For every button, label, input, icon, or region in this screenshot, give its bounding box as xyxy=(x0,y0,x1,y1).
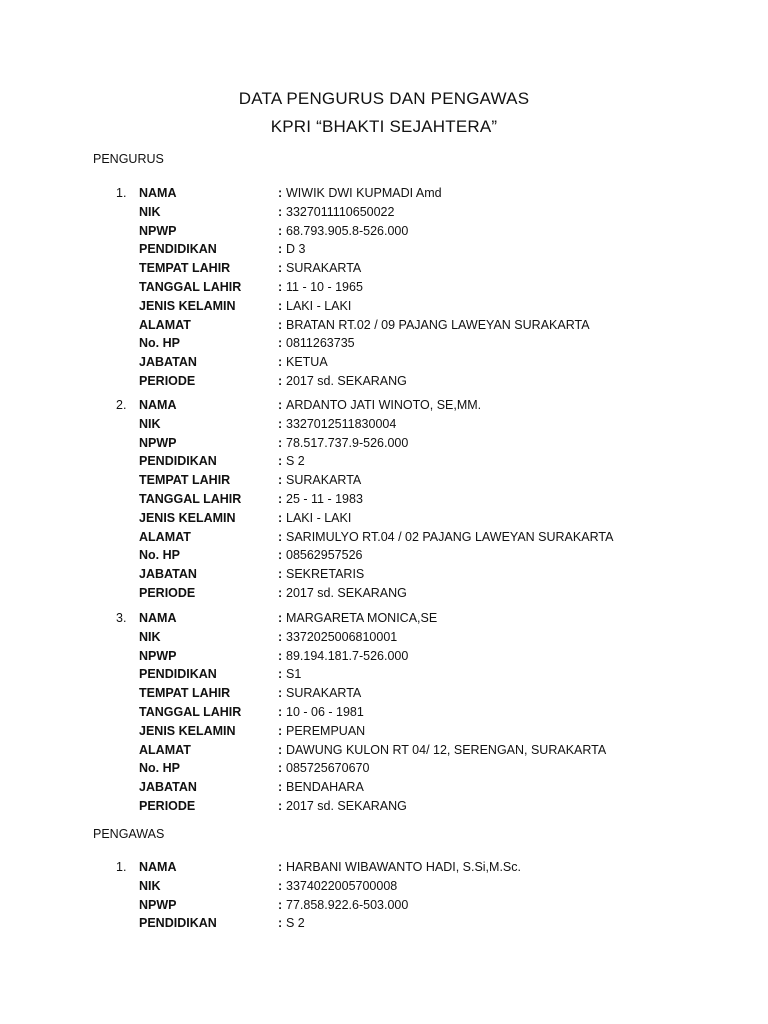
field-label: JABATAN xyxy=(139,567,197,582)
field-label: PENDIDIKAN xyxy=(139,916,217,931)
field-separator: : xyxy=(278,629,283,644)
field-label: TANGGAL LAHIR xyxy=(139,280,242,294)
field-separator: : xyxy=(278,223,283,238)
record-row xyxy=(0,396,768,415)
field-label: NPWP xyxy=(139,648,177,663)
record-row xyxy=(0,297,768,316)
record-row xyxy=(0,858,768,877)
field-separator: : xyxy=(278,860,283,874)
field-separator: : xyxy=(278,742,283,757)
field-label: NIK xyxy=(139,629,161,644)
field-label: JENIS KELAMIN xyxy=(139,723,236,738)
section-heading: PENGURUS xyxy=(93,152,164,166)
field-value: 68.793.905.8-526.000 xyxy=(286,223,409,238)
field-separator: : xyxy=(278,336,283,351)
field-label: PENDIDIKAN xyxy=(139,667,217,682)
record-row xyxy=(0,877,768,896)
field-value: 2017 sd. SEKARANG xyxy=(286,586,407,600)
field-label: TANGGAL LAHIR xyxy=(139,705,242,719)
field-value: D 3 xyxy=(286,242,306,257)
record-row xyxy=(0,741,768,760)
field-separator: : xyxy=(278,317,283,332)
record-row xyxy=(0,490,768,509)
field-label: No. HP xyxy=(139,548,180,563)
field-separator: : xyxy=(278,473,283,488)
field-separator: : xyxy=(278,204,283,219)
field-separator: : xyxy=(278,586,283,600)
field-label: NPWP xyxy=(139,897,177,912)
record-row xyxy=(0,259,768,278)
field-label: NIK xyxy=(139,878,161,893)
field-separator: : xyxy=(278,648,283,663)
field-separator: : xyxy=(278,242,283,257)
record-row xyxy=(0,584,768,603)
field-value: 11 - 10 - 1965 xyxy=(286,280,363,294)
field-value: S 2 xyxy=(286,916,305,931)
field-label: PERIODE xyxy=(139,799,196,813)
record-row xyxy=(0,353,768,372)
record-row xyxy=(0,665,768,684)
field-separator: : xyxy=(278,799,283,813)
field-value: DAWUNG KULON RT 04/ 12, SERENGAN, SURAKARTA xyxy=(286,742,607,757)
field-value: ARDANTO JATI WINOTO, SE,MM. xyxy=(286,398,482,412)
field-label: NAMA xyxy=(139,186,177,200)
field-label: ALAMAT xyxy=(139,529,191,544)
field-value: LAKI - LAKI xyxy=(286,298,352,313)
field-separator: : xyxy=(278,398,283,412)
field-separator: : xyxy=(278,416,283,431)
field-label: JABATAN xyxy=(139,780,197,795)
field-label: JENIS KELAMIN xyxy=(139,510,236,525)
field-value: 25 - 11 - 1983 xyxy=(286,492,363,506)
field-separator: : xyxy=(278,705,283,719)
field-value: 78.517.737.9-526.000 xyxy=(286,435,409,450)
record-row xyxy=(0,415,768,434)
field-separator: : xyxy=(278,897,283,912)
field-label: PERIODE xyxy=(139,586,196,600)
field-label: NAMA xyxy=(139,860,177,874)
record-row xyxy=(0,222,768,241)
record-row xyxy=(0,240,768,259)
field-label: NAMA xyxy=(139,611,177,625)
field-label: NAMA xyxy=(139,398,177,412)
field-value: SEKRETARIS xyxy=(286,567,365,582)
field-label: ALAMAT xyxy=(139,317,191,332)
record-row xyxy=(0,759,768,778)
member-number: 2. xyxy=(116,398,127,412)
field-value: BENDAHARA xyxy=(286,780,364,795)
record-row xyxy=(0,684,768,703)
record-row xyxy=(0,546,768,565)
field-separator: : xyxy=(278,280,283,294)
record-row xyxy=(0,471,768,490)
field-value: 085725670670 xyxy=(286,761,370,776)
field-value: S 2 xyxy=(286,454,305,469)
document-subtitle: KPRI “BHAKTI SEJAHTERA” xyxy=(270,117,498,136)
record-row xyxy=(0,778,768,797)
field-value: HARBANI WIBAWANTO HADI, S.Si,M.Sc. xyxy=(286,860,521,874)
field-label: PENDIDIKAN xyxy=(139,242,217,257)
field-separator: : xyxy=(278,916,283,931)
record-row xyxy=(0,203,768,222)
field-separator: : xyxy=(278,548,283,563)
record-row xyxy=(0,647,768,666)
field-label: JENIS KELAMIN xyxy=(139,298,236,313)
field-label: PERIODE xyxy=(139,374,196,388)
field-separator: : xyxy=(278,374,283,388)
field-label: NPWP xyxy=(139,223,177,238)
field-separator: : xyxy=(278,492,283,506)
field-label: No. HP xyxy=(139,761,180,776)
field-separator: : xyxy=(278,667,283,682)
field-label: NPWP xyxy=(139,435,177,450)
record-row xyxy=(0,184,768,203)
field-label: TEMPAT LAHIR xyxy=(139,473,231,488)
field-separator: : xyxy=(278,878,283,893)
field-value: SARIMULYO RT.04 / 02 PAJANG LAWEYAN SURAKARTA xyxy=(286,529,614,544)
field-value: SURAKARTA xyxy=(286,261,362,276)
record-row xyxy=(0,722,768,741)
document-title: DATA PENGURUS DAN PENGAWAS xyxy=(238,89,530,108)
member-number: 3. xyxy=(116,611,127,625)
field-value: SURAKARTA xyxy=(286,686,362,701)
field-separator: : xyxy=(278,686,283,701)
record-row xyxy=(0,434,768,453)
field-value: SURAKARTA xyxy=(286,473,362,488)
field-value: 3327012511830004 xyxy=(286,416,397,431)
field-label: NIK xyxy=(139,204,161,219)
record-row xyxy=(0,278,768,297)
field-label: NIK xyxy=(139,416,161,431)
field-value: 3372025006810001 xyxy=(286,629,398,644)
field-label: ALAMAT xyxy=(139,742,191,757)
field-separator: : xyxy=(278,611,283,625)
member-number: 1. xyxy=(116,860,127,874)
field-value: 3374022005700008 xyxy=(286,878,398,893)
field-value: 08562957526 xyxy=(286,548,363,563)
record-row xyxy=(0,509,768,528)
record-row xyxy=(0,316,768,335)
record-row xyxy=(0,372,768,391)
field-separator: : xyxy=(278,510,283,525)
field-label: No. HP xyxy=(139,336,180,351)
record-row xyxy=(0,334,768,353)
field-value: BRATAN RT.02 / 09 PAJANG LAWEYAN SURAKARTA xyxy=(286,317,590,332)
field-separator: : xyxy=(278,723,283,738)
field-value: 77.858.922.6-503.000 xyxy=(286,897,409,912)
record-row xyxy=(0,914,768,933)
field-value: 89.194.181.7-526.000 xyxy=(286,648,409,663)
field-value: 2017 sd. SEKARANG xyxy=(286,374,407,388)
field-value: 3327011110650022 xyxy=(286,204,395,219)
field-label: TANGGAL LAHIR xyxy=(139,492,242,506)
record-row xyxy=(0,565,768,584)
field-separator: : xyxy=(278,454,283,469)
field-separator: : xyxy=(278,780,283,795)
field-label: JABATAN xyxy=(139,355,197,370)
record-row xyxy=(0,896,768,915)
field-separator: : xyxy=(278,261,283,276)
section-heading: PENGAWAS xyxy=(93,827,165,841)
record-row xyxy=(0,797,768,816)
field-value: 0811263735 xyxy=(286,336,355,351)
record-row xyxy=(0,609,768,628)
field-label: PENDIDIKAN xyxy=(139,454,217,469)
field-separator: : xyxy=(278,761,283,776)
field-value: MARGARETA MONICA,SE xyxy=(286,611,438,625)
field-value: S1 xyxy=(286,667,302,682)
field-separator: : xyxy=(278,529,283,544)
field-separator: : xyxy=(278,186,283,200)
record-row xyxy=(0,452,768,471)
field-value: 2017 sd. SEKARANG xyxy=(286,799,407,813)
member-number: 1. xyxy=(116,186,127,200)
field-value: PEREMPUAN xyxy=(286,723,366,738)
field-value: KETUA xyxy=(286,355,328,370)
field-label: TEMPAT LAHIR xyxy=(139,261,231,276)
record-row xyxy=(0,528,768,547)
field-label: TEMPAT LAHIR xyxy=(139,686,231,701)
record-row xyxy=(0,703,768,722)
field-separator: : xyxy=(278,567,283,582)
field-value: WIWIK DWI KUPMADI Amd xyxy=(286,186,442,200)
record-row xyxy=(0,628,768,647)
field-value: 10 - 06 - 1981 xyxy=(286,705,364,719)
field-separator: : xyxy=(278,355,283,370)
field-separator: : xyxy=(278,298,283,313)
field-separator: : xyxy=(278,435,283,450)
field-value: LAKI - LAKI xyxy=(286,510,352,525)
